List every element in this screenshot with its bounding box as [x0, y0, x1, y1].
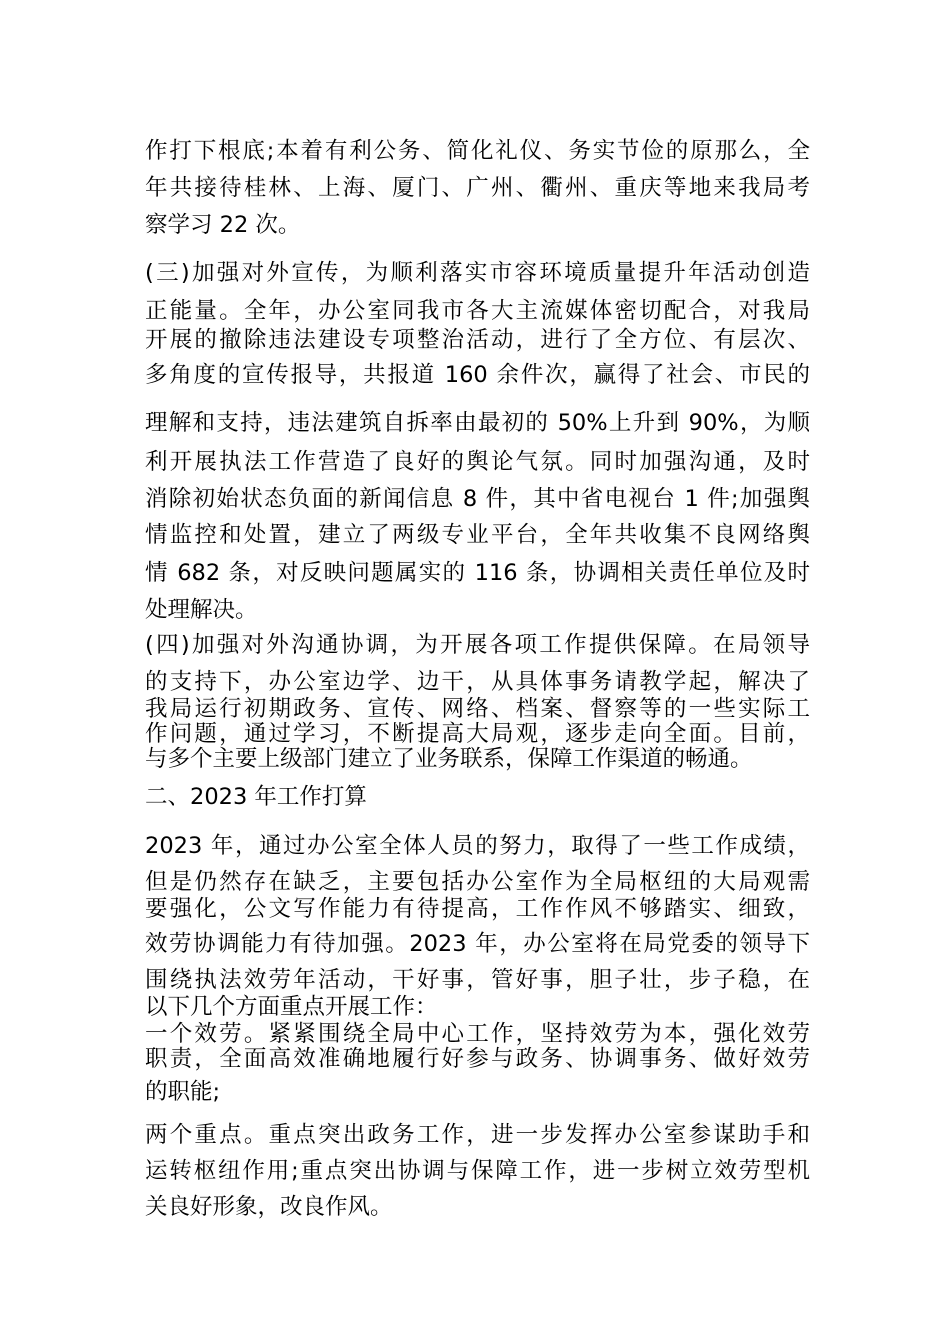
text-line: 处理解决。	[145, 597, 258, 623]
text-line: 作问题，通过学习，不断提高大局观，逐步走向全面。目前，	[145, 721, 810, 747]
text-line: 情监控和处置，建立了两级专业平台，全年共收集不良网络舆	[145, 522, 810, 548]
text-line: 利开展执法工作营造了良好的舆论气氛。同时加强沟通，及时	[145, 449, 810, 475]
text-line: 与多个主要上级部门建立了业务联系，保障工作渠道的畅通。	[145, 746, 753, 772]
text-line: 职责，全面高效准确地履行好参与政务、协调事务、做好效劳	[145, 1046, 810, 1072]
text-line: 察学习 22 次。	[145, 212, 301, 238]
text-line: 要强化，公文写作能力有待提高，工作作风不够踏实、细致，	[145, 896, 810, 922]
text-line: 但是仍然存在缺乏，主要包括办公室作为全局枢纽的大局观需	[145, 869, 810, 895]
text-line: 2023 年，通过办公室全体人员的努力，取得了一些工作成绩，	[145, 833, 810, 859]
text-line: 效劳协调能力有待加强。2023 年，办公室将在局党委的领导下	[145, 931, 810, 957]
text-line: 的支持下，办公室边学、边干，从具体事务请教学起，解决了	[145, 669, 810, 695]
text-line: 消除初始状态负面的新闻信息 8 件，其中省电视台 1 件;加强舆	[145, 486, 810, 512]
text-line: 正能量。全年，办公室同我市各大主流媒体密切配合，对我局	[145, 298, 810, 324]
text-line: 我局运行初期政务、宣传、网络、档案、督察等的一些实际工	[145, 696, 810, 722]
text-line: 理解和支持，违法建筑自拆率由最初的 50%上升到 90%，为顺	[145, 410, 810, 436]
text-line: 运转枢纽作用;重点突出协调与保障工作，进一步树立效劳型机	[145, 1158, 810, 1184]
text-line: 关良好形象，改良作风。	[145, 1194, 393, 1220]
text-line: 一个效劳。紧紧围绕全局中心工作，坚持效劳为本，强化效劳	[145, 1021, 810, 1047]
text-line: 作打下根底;本着有利公务、简化礼仪、务实节俭的原那么，全	[145, 138, 810, 164]
text-line: 的职能;	[145, 1079, 221, 1105]
text-line: 多角度的宣传报导，共报道 160 余件次，赢得了社会、市民的	[145, 362, 810, 388]
text-line: 两个重点。重点突出政务工作，进一步发挥办公室参谋助手和	[145, 1122, 810, 1148]
text-line: 情 682 条，对反映问题属实的 116 条，协调相关责任单位及时	[145, 560, 810, 586]
text-line: (四)加强对外沟通协调，为开展各项工作提供保障。在局领导	[145, 632, 810, 658]
text-line: 开展的撤除违法建设专项整治活动，进行了全方位、有层次、	[145, 327, 810, 353]
text-line: (三)加强对外宣传，为顺利落实市容环境质量提升年活动创造	[145, 260, 810, 286]
text-line: 年共接待桂林、上海、厦门、广州、衢州、重庆等地来我局考	[145, 175, 810, 201]
text-line: 围绕执法效劳年活动，干好事，管好事，胆子壮，步子稳，在	[145, 967, 810, 993]
section-heading: 二、2023 年工作打算	[145, 784, 367, 810]
text-line: 以下几个方面重点开展工作：	[145, 994, 438, 1020]
